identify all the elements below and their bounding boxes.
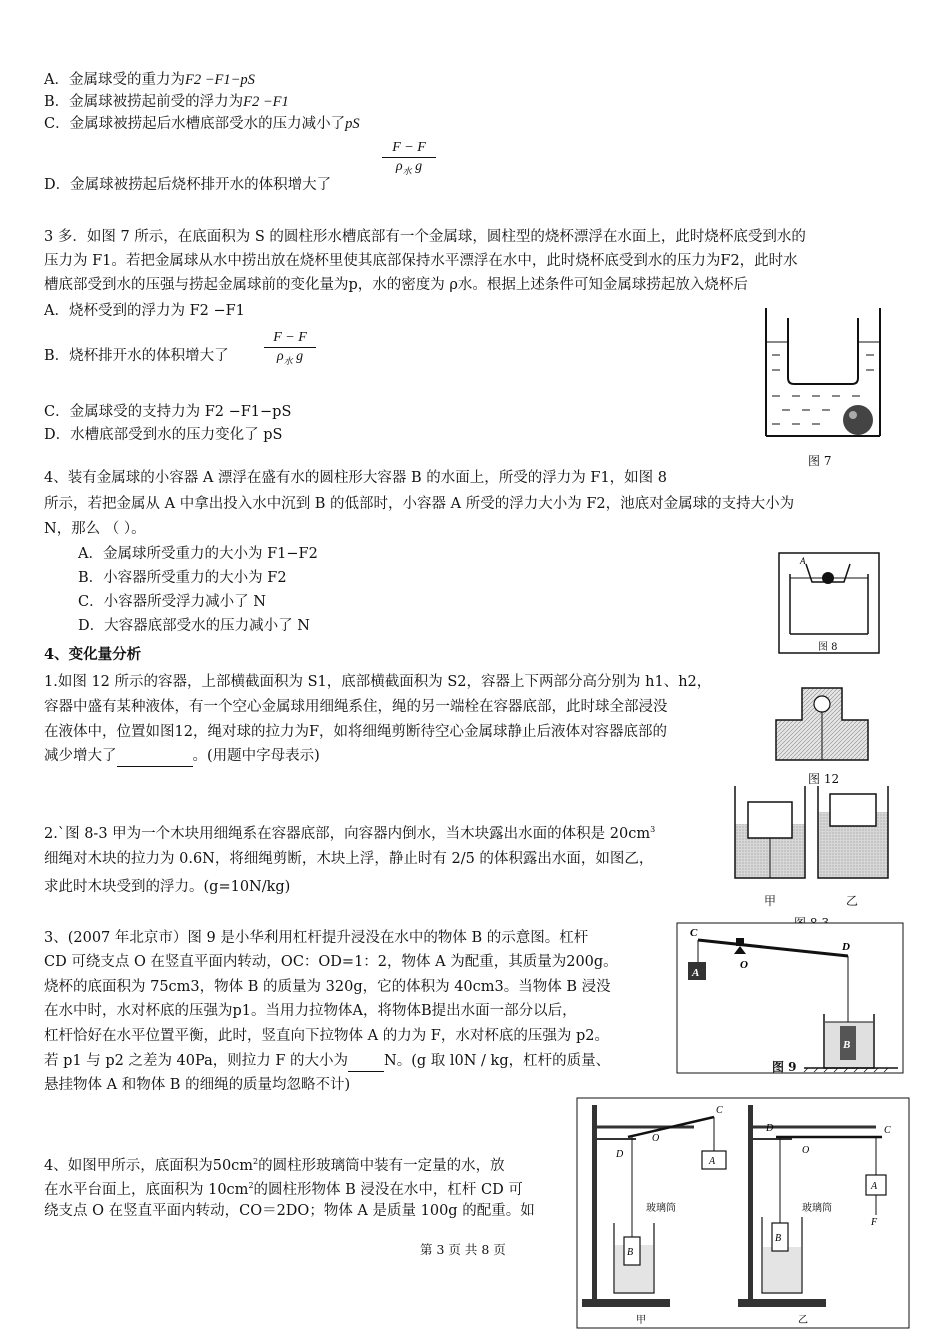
figure-8-3: [730, 784, 900, 880]
p3-line-7: 悬挂物体 A 和物体 B 的细绳的质量均忽略不计): [44, 1077, 351, 1093]
prev-option-c-expr: pS: [345, 116, 360, 132]
q3-line-2: 压力为 F1。若把金属球从水中捞出放在烧杯里使其底部保持水平漂浮在水中，此时烧杯底受到水的压力为F2，此时水: [44, 253, 798, 269]
fig-p4-yi-tube-label: 玻璃筒: [802, 1203, 832, 1214]
prev-option-a-expr: F2 −F1−pS: [184, 72, 255, 88]
fig-p4-jia-tube-label: 玻璃筒: [646, 1203, 676, 1214]
figure-7-caption: 图 7: [808, 454, 832, 468]
fig-p4-jia-label-d: D: [616, 1149, 624, 1160]
fig-p4-yi-label-d: D: [766, 1123, 774, 1134]
figure-8-3-label-jia: 甲: [764, 894, 777, 908]
p4-line-3: 绕支点 O 在竖直平面内转动，CO＝2DO；物体 A 是质量 100g 的配重。如: [44, 1203, 535, 1219]
figure-9-caption: 图 9: [772, 1060, 797, 1074]
fig-p4-jia-label-c: C: [716, 1105, 723, 1116]
p3-answer-blank: [348, 1051, 384, 1072]
prev-option-d-fraction: F − F $\rho_水$ g: [382, 140, 436, 177]
q4-line-2: 所示，若把金属从 A 中拿出投入水中沉到 B 的低部时，小容器 A 所受的浮力大小为 F2，池底对金属球的支持大小为: [44, 496, 795, 512]
q3-option-c: C．金属球受的支持力为 F2 −F1−pS: [44, 404, 292, 420]
p4-line-1: 4、如图甲所示，底面积为$50cm^2$的圆柱形玻璃筒中装有一定量的水，放: [44, 1157, 505, 1174]
p1-line-4: 减少增大了 。(用题中字母表示): [44, 746, 320, 767]
prev-option-b-expr: F2 −F1: [243, 94, 289, 110]
fig-p4-yi-label-f: F: [871, 1217, 878, 1228]
p3-line-2: CD 可绕支点 O 在竖直平面内转动，OC：OD=1：2，物体 A 为配重，其质量为200g。: [44, 954, 618, 970]
q3-line-1: 3 多．如图 7 所示，在底面积为 S 的圆柱形水槽底部有一个金属球，圆柱型的烧杯漂浮在水面上，此时烧杯底受到水的: [44, 229, 806, 245]
fig-p4-jia-label-o: O: [652, 1133, 660, 1144]
figure-p4-apparatus: [576, 1097, 910, 1329]
p2-line-1: 2.`图 8-3 甲为一个木块用细绳系在容器底部，向容器内倒水，当木块露出水面的体积是 $20cm^3$: [44, 825, 656, 842]
q4-option-b: B．小容器所受重力的大小为 F2: [78, 570, 287, 586]
figure-12: [774, 684, 870, 762]
p2-line-3: 求此时木块受到的浮力。(g=10N/kg): [44, 879, 291, 895]
figure-9-label-a-box: A: [692, 967, 700, 979]
q4-option-c: C．小容器所受浮力减小了 N: [78, 594, 266, 610]
prev-option-c: C．金属球被捞起后水槽底部受水的压力减小了pS: [44, 116, 360, 132]
p1-answer-blank: [117, 746, 193, 767]
q3-option-d: D．水槽底部受到水的压力变化了 pS: [44, 427, 283, 443]
prev-option-d: D．金属球被捞起后烧杯排开水的体积增大了: [44, 177, 332, 193]
p1-line-3: 在液体中，位置如图12，绳对球的拉力为F，如将细绳剪断待空心金属球静止后液体对容器底部的: [44, 724, 668, 740]
fig-p4-yi-label-b: B: [775, 1233, 782, 1244]
figure-9-label-o: O: [740, 959, 748, 971]
figure-9-label-c: C: [690, 927, 698, 939]
prev-option-b: B．金属球被捞起前受的浮力为F2 −F1: [44, 94, 289, 110]
page-footer: 第 3 页 共 8 页: [420, 1242, 506, 1257]
figure-9-label-d: D: [842, 941, 850, 953]
q4-line-1: 4、装有金属球的小容器 A 漂浮在盛有水的圆柱形大容器 B 的水面上，所受的浮力为 F1，如图 8: [44, 470, 668, 486]
p3-line-6: 若 p1 与 p2 之差为 40Pa，则拉力 F 的大小为 N。(g 取 l0N / kg，杠杆的质量、: [44, 1051, 610, 1072]
q3-option-a: A．烧杯受到的浮力为 F2 −F1: [44, 303, 245, 319]
q3-line-3: 槽底部受到水的压强与捞起金属球前的变化量为p，水的密度为 ρ水。根据上述条件可知金属球捞起放入烧杯后: [44, 277, 748, 293]
p1-line-2: 容器中盛有某种液体，有一个空心金属球用细绳系住，绳的另一端栓在容器底部，此时球全部浸没: [44, 699, 668, 715]
q4-line-3: N，那么 （ ）。: [44, 521, 146, 537]
figure-9-label-b: B: [843, 1039, 851, 1051]
fig-p4-jia-label-b: B: [627, 1247, 634, 1258]
fig-p4-label-jia: 甲: [636, 1315, 646, 1326]
prev-option-a: A．金属球受的重力为F2 −F1−pS: [44, 72, 255, 88]
q3-option-b: B．烧杯排开水的体积增大了: [44, 348, 229, 364]
p3-line-3: 烧杯的底面积为 75cm3，物体 B 的质量为 320g，它的体积为 40cm3。当物体 B 浸没: [44, 979, 611, 995]
fig-p4-label-yi: 乙: [798, 1315, 808, 1326]
figure-7-beaker: [758, 300, 888, 445]
q4-option-d: D．大容器底部受水的压力减小了 N: [78, 618, 310, 634]
p3-line-5: 杠杆恰好在水平位置平衡，此时，竖直向下拉物体 A 的力为 F，水对杯底的压强为 p2。: [44, 1028, 609, 1044]
figure-12-caption: 图 12: [808, 772, 840, 786]
p1-line-1: 1.如图 12 所示的容器，上部横截面积为 S1，底部横截面积为 S2，容器上下两部分高分别为 h1、h2，: [44, 674, 712, 690]
figure-9-lever: [676, 922, 904, 1074]
p3-line-1: 3、(2007 年北京市）图 9 是小华利用杠杆提升浸没在水中的物体 B 的示意图。杠杆: [44, 930, 589, 946]
figure-8-label-a: A: [800, 556, 806, 566]
q4-option-a: A．金属球所受重力的大小为 F1−F2: [78, 546, 318, 562]
section-title: 4、变化量分析: [44, 646, 142, 663]
p4-line-2: 在水平台面上，底面积为 $10cm^2$的圆柱形物体 B 浸没在水中，杠杆 CD 可: [44, 1181, 523, 1198]
q3-option-b-fraction: F − F $\rho_水$ g: [264, 330, 316, 367]
fig-p4-yi-label-a: A: [871, 1181, 878, 1192]
fig-p4-yi-label-c: C: [884, 1125, 891, 1136]
figure-8-3-label-yi: 乙: [846, 894, 859, 908]
figure-8-caption: 图 8: [818, 642, 838, 653]
fig-p4-yi-label-o: O: [802, 1145, 810, 1156]
fig-p4-jia-label-a: A: [709, 1156, 716, 1167]
p3-line-4: 在水中时，水对杯底的压强为p1。当用力拉物体A，将物体B提出水面一部分以后，: [44, 1003, 577, 1019]
p2-line-2: 细绳对木块的拉力为 0.6N，将细绳剪断，木块上浮，静止时有 2/5 的体积露出水面，如图乙，: [44, 851, 654, 867]
